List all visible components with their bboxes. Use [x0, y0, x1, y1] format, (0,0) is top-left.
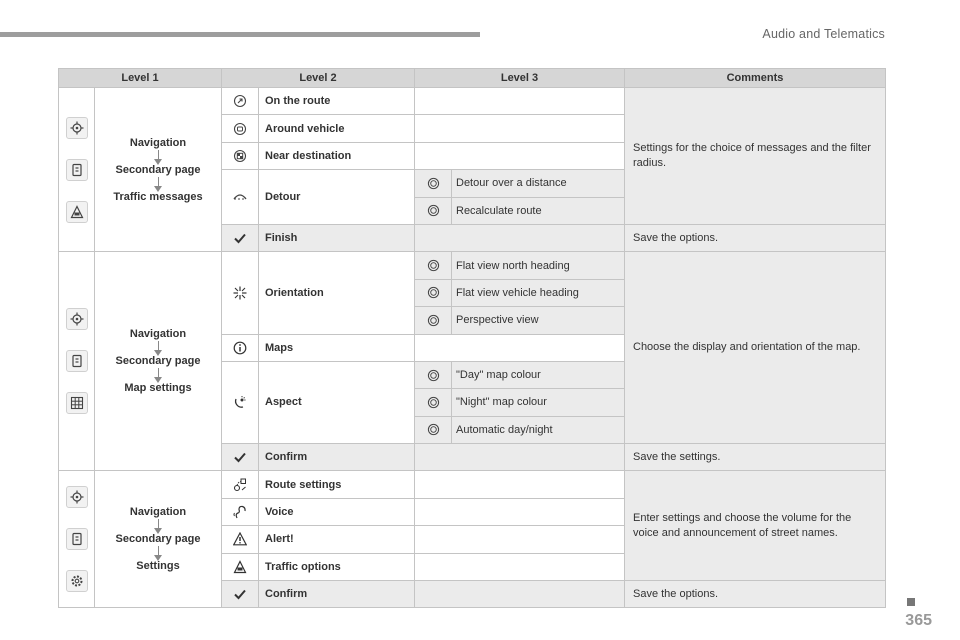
- option-icon: [415, 252, 452, 279]
- path-step: Traffic messages: [113, 190, 203, 203]
- comment-cell: Settings for the choice of messages and the filter radius.: [625, 88, 886, 225]
- level3-label: "Day" map colour: [452, 361, 625, 388]
- level3-empty: [415, 88, 625, 115]
- level2-label: Voice: [259, 498, 415, 525]
- level3-label: "Night" map colour: [452, 389, 625, 416]
- aspect-icon: [222, 361, 259, 443]
- secondary-page-icon: [66, 350, 88, 372]
- level2-label: Around vehicle: [259, 115, 415, 142]
- level3-empty: [415, 498, 625, 525]
- voice-icon: [222, 498, 259, 525]
- col-header-level3: Level 3: [415, 69, 625, 88]
- path-step: Settings: [136, 560, 180, 573]
- path-step: Navigation: [129, 506, 187, 519]
- check-icon: [222, 581, 259, 608]
- check-icon: [222, 224, 259, 251]
- option-icon: [415, 197, 452, 224]
- level1-icons: [59, 88, 95, 252]
- option-icon: [415, 170, 452, 197]
- comment-cell: Save the options.: [625, 224, 886, 251]
- level3-empty: [415, 553, 625, 580]
- path-step: Secondary page: [115, 355, 201, 368]
- path-step: Navigation: [129, 136, 187, 149]
- section-title: Audio and Telematics: [762, 27, 885, 41]
- col-header-level1: Level 1: [59, 69, 222, 88]
- path-arrow: [158, 519, 159, 530]
- route-icon: [222, 88, 259, 115]
- path-step: Navigation: [129, 328, 187, 341]
- traffic-messages-icon: [66, 201, 88, 223]
- destination-icon: [222, 142, 259, 169]
- level2-label: Orientation: [259, 252, 415, 334]
- path-step: Secondary page: [115, 533, 201, 546]
- level1-path: [95, 252, 222, 471]
- level3-empty: [415, 471, 625, 498]
- path-arrow: [158, 150, 159, 161]
- path-arrow: [158, 177, 159, 188]
- level2-label: Detour: [259, 170, 415, 225]
- level2-label: Alert!: [259, 526, 415, 553]
- level1-icons: [59, 252, 95, 471]
- path-arrow: [158, 341, 159, 352]
- alert-icon: [222, 526, 259, 553]
- navigation-icon: [66, 117, 88, 139]
- level3-empty: [415, 526, 625, 553]
- level3-label: Automatic day/night: [452, 416, 625, 443]
- level2-label: Aspect: [259, 361, 415, 443]
- level1-icons: [59, 471, 95, 608]
- level2-label: Route settings: [259, 471, 415, 498]
- level3-empty: [415, 334, 625, 361]
- path-arrow: [158, 368, 159, 379]
- detour-icon: [222, 170, 259, 225]
- level3-label: Detour over a distance: [452, 170, 625, 197]
- option-icon: [415, 416, 452, 443]
- page-number: 365: [905, 612, 932, 629]
- settings-icon: [66, 570, 88, 592]
- level3-empty: [415, 224, 625, 251]
- check-icon: [222, 444, 259, 471]
- end-of-section-mark: [907, 598, 915, 606]
- path-step: Map settings: [124, 382, 192, 395]
- level3-empty: [415, 581, 625, 608]
- level3-empty: [415, 444, 625, 471]
- level2-label: Finish: [259, 224, 415, 251]
- option-icon: [415, 361, 452, 388]
- level3-label: Flat view vehicle heading: [452, 279, 625, 306]
- comment-cell: Choose the display and orientation of the map.: [625, 252, 886, 444]
- map-settings-icon: [66, 392, 88, 414]
- level3-label: Flat view north heading: [452, 252, 625, 279]
- orientation-icon: [222, 252, 259, 334]
- info-icon: [222, 334, 259, 361]
- level2-label: On the route: [259, 88, 415, 115]
- navigation-icon: [66, 486, 88, 508]
- around-vehicle-icon: [222, 115, 259, 142]
- level2-label: Maps: [259, 334, 415, 361]
- col-header-comments: Comments: [625, 69, 886, 88]
- level3-label: Recalculate route: [452, 197, 625, 224]
- level1-path: [95, 88, 222, 252]
- level2-label: Traffic options: [259, 553, 415, 580]
- menu-table: [58, 68, 886, 608]
- comment-cell: Save the options.: [625, 581, 886, 608]
- route-settings-icon: [222, 471, 259, 498]
- level3-empty: [415, 115, 625, 142]
- level3-empty: [415, 142, 625, 169]
- path-arrow: [158, 546, 159, 557]
- traffic-options-icon: [222, 553, 259, 580]
- option-icon: [415, 389, 452, 416]
- option-icon: [415, 279, 452, 306]
- navigation-icon: [66, 308, 88, 330]
- option-icon: [415, 307, 452, 334]
- level3-label: Perspective view: [452, 307, 625, 334]
- secondary-page-icon: [66, 159, 88, 181]
- level1-path: [95, 471, 222, 608]
- comment-cell: Enter settings and choose the volume for the voice and announcement of street names.: [625, 471, 886, 581]
- level2-label: Near destination: [259, 142, 415, 169]
- path-step: Secondary page: [115, 163, 201, 176]
- header-bar: [0, 32, 480, 37]
- comment-cell: Save the settings.: [625, 444, 886, 471]
- col-header-level2: Level 2: [222, 69, 415, 88]
- secondary-page-icon: [66, 528, 88, 550]
- level2-label: Confirm: [259, 581, 415, 608]
- level2-label: Confirm: [259, 444, 415, 471]
